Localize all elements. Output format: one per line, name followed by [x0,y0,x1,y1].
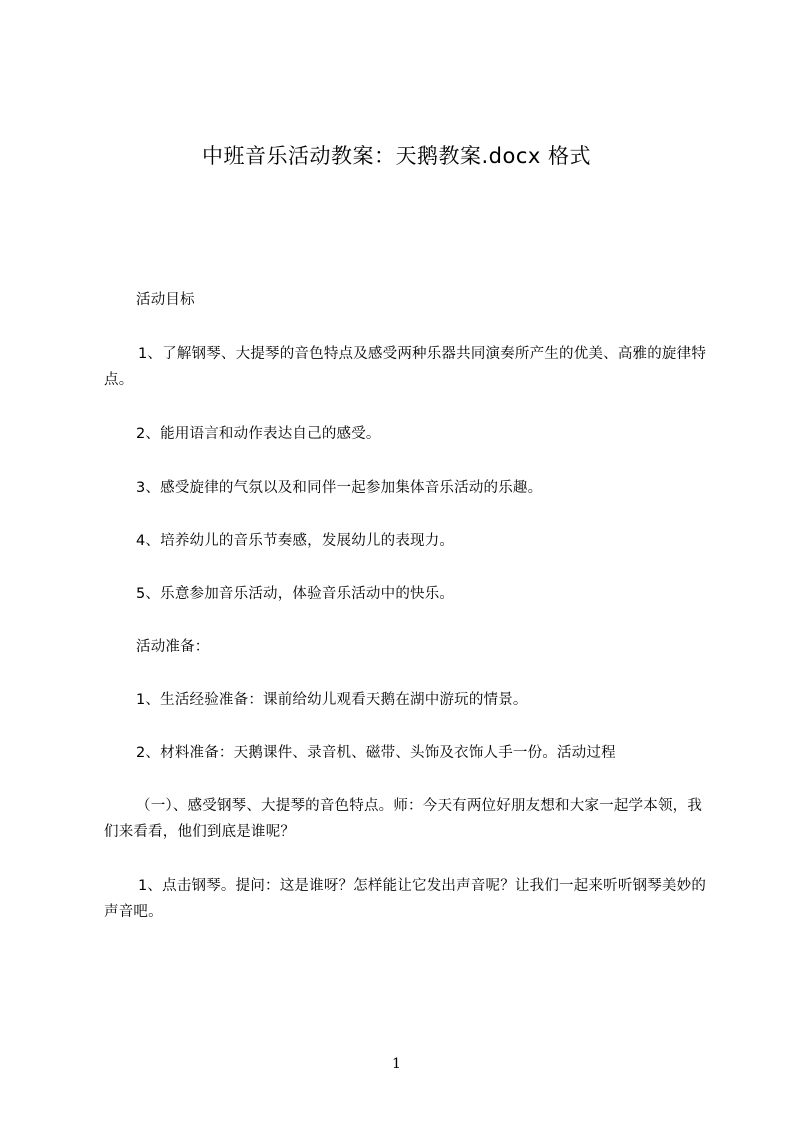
paragraph-goal-3: 3、感受旋律的气氛以及和同伴一起参加集体音乐活动的乐趣。 [136,480,543,496]
paragraph-process-1: （一）、感受钢琴、大提琴的音色特点。师：今天有两位好朋友想和大家一起学本领，我们来看看，他们到底是谁呢？ [104,798,703,840]
page-number: 1 [392,1056,401,1072]
section-heading-activity-goals: 活动目标 [136,292,195,308]
paragraph-prep-2: 2、材料准备：天鹅课件、录音机、磁带、头饰及衣饰人手一份。活动过程 [136,745,616,761]
paragraph-goal-1: 1、了解钢琴、大提琴的音色特点及感受两种乐器共同演奏所产生的优美、高雅的旋律特点。 [104,346,707,388]
section-heading-activity-preparation: 活动准备： [136,639,210,655]
document-title: 中班音乐活动教案：天鹅教案.docx 格式 [201,144,591,168]
paragraph-goal-4: 4、培养幼儿的音乐节奏感，发展幼儿的表现力。 [136,533,455,549]
paragraph-goal-5: 5、乐意参加音乐活动，体验音乐活动中的快乐。 [136,586,455,602]
paragraph-goal-2: 2、能用语言和动作表达自己的感受。 [136,426,381,442]
paragraph-prep-1: 1、生活经验准备：课前给幼儿观看天鹅在湖中游玩的情景。 [136,692,528,708]
paragraph-process-step-1: 1、点击钢琴。提问：这是谁呀？怎样能让它发出声音呢？让我们一起来听听钢琴美妙的声音吧。 [104,878,707,920]
